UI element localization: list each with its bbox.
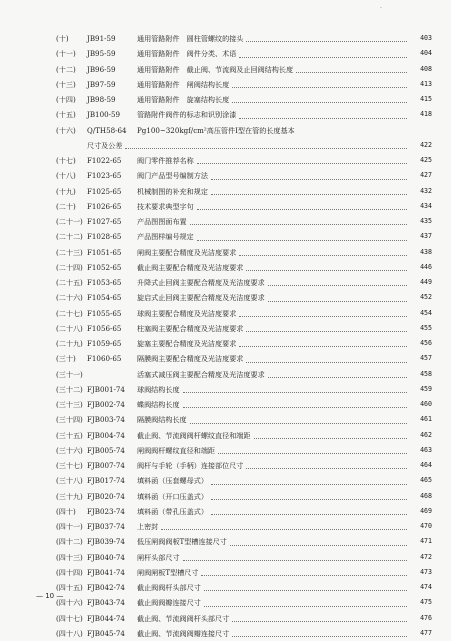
dot-leader [161, 514, 407, 530]
dot-leader [232, 621, 407, 637]
toc-entry-standard-code: F1056-65 [87, 323, 122, 333]
toc-entry-number: (三十八) [56, 476, 83, 486]
toc-entry-page-number: 471 [420, 537, 432, 546]
toc-entry-number: (二十八) [56, 323, 83, 333]
toc-entry-page-number: 449 [420, 278, 432, 286]
toc-entry-title: 通用管路附件 闸阀结构长度 [137, 79, 230, 89]
toc-entry-number: (四十二) [56, 537, 83, 547]
dot-leader [183, 392, 407, 408]
toc-entry-page-number: 475 [420, 598, 432, 607]
dot-leader [268, 270, 407, 286]
toc-entry-standard-code: FJB002-74 [87, 400, 125, 409]
toc-entry-standard-code: FJB004-74 [87, 430, 125, 440]
dot-leader [201, 560, 407, 576]
toc-entry-title: 管路附件阀件的标志和识别涂漆 [137, 110, 237, 120]
toc-entry-number: (十八) [56, 171, 76, 181]
toc-entry-page-number: 472 [420, 552, 432, 561]
toc-entry-title: 阀门零件推荐名称 [137, 156, 194, 165]
toc-entry-page-number: 425 [420, 156, 432, 164]
dot-leader [268, 285, 407, 301]
toc-entry-page-number: 460 [420, 400, 432, 408]
dot-leader [211, 179, 407, 195]
toc-entry-title: 产品图样编号规定 [137, 232, 194, 242]
toc-entry-page-number: 435 [420, 217, 432, 225]
toc-entry-page-number: 457 [420, 354, 432, 363]
toc-entry-standard-code: JB91-59 [87, 34, 116, 43]
toc-entry-title: 活塞式减压阀主要配合精度及光洁度要求 [137, 369, 265, 379]
dot-leader [239, 301, 407, 317]
toc-entry-standard-code: F1023-65 [87, 171, 122, 181]
toc-entry-page-number: 455 [420, 323, 432, 332]
toc-entry-page-number: 459 [420, 384, 432, 393]
toc-entry-number: (二十二) [56, 232, 83, 242]
toc-entry-standard-code: JB96-59 [87, 64, 116, 74]
toc-entry-title: 柱塞阀主要配合精度及光洁度要求 [137, 323, 244, 333]
toc-entry-standard-code: F1054-65 [87, 293, 122, 303]
dot-leader [218, 438, 407, 454]
toc-entry-number: (二十四) [56, 262, 83, 272]
toc-entry-number: (三十九) [56, 491, 83, 501]
toc-entry-number: (二十九) [56, 339, 83, 348]
dot-leader [268, 362, 407, 378]
toc-entry-title: 旋塞主要配合精度及光洁度要求 [137, 339, 237, 348]
toc-entry-page-number: 464 [420, 461, 432, 469]
dot-leader [197, 148, 407, 164]
dot-leader [197, 194, 407, 210]
dot-leader [232, 87, 407, 103]
dot-leader [211, 499, 407, 515]
toc-entry-title: 上密封 [137, 522, 159, 531]
toc-entry-page-number: 434 [420, 201, 432, 210]
toc-entry-number: (二十五) [56, 278, 83, 287]
toc-entry-number: (三十) [56, 354, 76, 364]
toc-entry-standard-code: JB100-59 [87, 110, 121, 120]
dot-leader [211, 468, 407, 484]
toc-entry-number: (三十六) [56, 445, 83, 455]
toc-entry-page-number: 437 [420, 232, 432, 241]
toc-entry-number: (十九) [56, 186, 76, 196]
toc-entry-title: 升降式止回阀主要配合精度及光洁度要求 [137, 278, 265, 287]
toc-entry-title: 技术要求典型字句 [137, 201, 194, 211]
toc-entry-number: (十六) [56, 125, 76, 135]
dot-leader [239, 102, 407, 118]
toc-entry-number: (十二) [56, 64, 76, 74]
toc-entry-number: (四十七) [56, 613, 83, 623]
dot-leader [232, 72, 407, 88]
toc-entry-page-number: 427 [420, 171, 432, 180]
dot-leader [239, 331, 407, 347]
toc-entry-standard-code: FJB045-74 [87, 628, 125, 638]
toc-entry-title: 隔膜阀结构长度 [137, 415, 187, 425]
toc-entry-standard-code: FJB041-74 [87, 567, 125, 577]
toc-entry-standard-code: FJB044-74 [87, 613, 125, 623]
toc-entry-page-number: 476 [420, 613, 432, 622]
toc-entry-number: (三十一) [56, 369, 83, 379]
toc-entry-standard-code: Q/TH58-64 [87, 125, 127, 135]
toc-entry-standard-code: F1053-65 [87, 278, 122, 287]
toc-entry-page-number: 474 [420, 583, 432, 591]
toc-entry-number: (十一) [56, 49, 76, 59]
toc-entry-title: 蝶阀结构长度 [137, 400, 180, 409]
toc-entry-number: (四十) [56, 506, 76, 516]
toc-entry-number: (十三) [56, 79, 76, 89]
toc-entry-title: 机械制图的补充和规定 [137, 186, 208, 196]
dot-leader [254, 423, 408, 439]
toc-entry-title: 闸阀主要配合精度及光洁度要求 [137, 247, 237, 257]
dot-leader [246, 453, 407, 469]
toc-entry[interactable] [56, 626, 432, 641]
toc-entry-standard-code: JB97-59 [87, 79, 116, 89]
toc-entry-title: 产品图图面布置 [137, 217, 187, 226]
toc-entry-standard-code: F1059-65 [87, 339, 122, 348]
toc-entry-standard-code: FJB043-74 [87, 598, 125, 608]
toc-entry-standard-code: F1051-65 [87, 247, 122, 257]
toc-entry-page-number: 404 [420, 49, 432, 58]
toc-entry-page-number: 454 [420, 308, 432, 317]
toc-entry-title: 截止阀阀瓣连接尺寸 [137, 598, 201, 608]
toc-entry-page-number: 418 [420, 110, 432, 119]
toc-entry-number: (十四) [56, 95, 76, 104]
dot-leader [197, 224, 407, 240]
toc-entry-title: 闸阀阀杆螺纹直径和端距 [137, 445, 216, 455]
dot-leader [204, 590, 407, 606]
toc-entry-standard-code: FJB001-74 [87, 384, 125, 394]
toc-entry-page-number: 465 [420, 476, 432, 485]
toc-entry-standard-code: FJB020-74 [87, 491, 125, 501]
toc-entry-standard-code: F1055-65 [87, 308, 122, 318]
toc-entry-number: (二十六) [56, 293, 83, 303]
dot-leader [239, 41, 407, 57]
toc-entry-standard-code: F1052-65 [87, 262, 122, 272]
toc-entry-page-number: 461 [420, 415, 432, 424]
toc-entry-title: 旋启式止回阀主要配合精度及光洁度要求 [137, 293, 265, 303]
toc-entry-page-number: 462 [420, 430, 432, 439]
toc-entry-title: 填料函（带孔压盖式） [137, 506, 208, 516]
toc-entry-page-number: 438 [420, 247, 432, 256]
toc-entry-number: (三十五) [56, 430, 83, 440]
toc-entry-title: 球阀结构长度 [137, 384, 180, 394]
toc-entry-title: 通用管路附件 旋塞结构长度 [137, 95, 230, 104]
toc-entry-standard-code: FJB040-74 [87, 552, 125, 562]
toc-entry-title: 通用管路附件 圆柱管螺纹的接头 [137, 34, 244, 43]
toc-entry-number: (四十五) [56, 583, 83, 592]
toc-entry-title: 尺寸及公差 [87, 140, 123, 150]
toc-entry-standard-code: F1025-65 [87, 186, 122, 196]
toc-entry-standard-code: FJB039-74 [87, 537, 125, 547]
toc-entry-number: (十七) [56, 156, 76, 165]
toc-entry-title: 截止阀、节流阀阀瓣连接尺寸 [137, 628, 230, 638]
dot-leader [246, 255, 407, 271]
toc-entry-number: (二十一) [56, 217, 83, 226]
toc-entry-title: 阀门产品型号编制方法 [137, 171, 208, 181]
toc-entry-number: (二十) [56, 201, 76, 211]
toc-entry-number: (四十一) [56, 522, 83, 531]
toc-entry-title: 闸杆头部尺寸 [137, 552, 180, 562]
toc-entry-standard-code: FJB023-74 [87, 506, 125, 516]
toc-entry-title: 截止阀、节流阀阀杆螺纹直径和端距 [137, 430, 251, 440]
toc-entry-standard-code: F1026-65 [87, 201, 122, 211]
dot-leader [246, 26, 407, 42]
toc-entry-title: 通用管路附件 截止阀、节流阀及止回阀结构长度 [137, 64, 294, 74]
toc-entry-page-number: 432 [420, 186, 432, 195]
toc-entry-standard-code: FJB007-74 [87, 461, 125, 470]
toc-entry-title: 截止阀主要配合精度及光洁度要求 [137, 262, 244, 272]
toc-entry-number: (十五) [56, 110, 76, 120]
toc-entry-title: 填料函（开口压盖式） [137, 491, 208, 501]
toc-entry-number: (二十七) [56, 308, 83, 318]
page-number-footer: — 10 — [36, 592, 64, 600]
toc-entry-standard-code: F1022-65 [87, 156, 122, 165]
toc-entry-page-number: 458 [420, 369, 432, 378]
toc-entry-title: 通用管路附件 阀件分类、术语 [137, 49, 237, 59]
toc-entry-page-number: 422 [420, 140, 432, 149]
dot-leader [204, 575, 407, 591]
toc-entry-number: (三十二) [56, 384, 83, 394]
toc-entry-page-number: 446 [420, 262, 432, 271]
toc-entry-title: 闸阀闸板T型槽尺寸 [137, 567, 199, 577]
dot-leader [211, 484, 407, 500]
dot-leader [190, 209, 407, 225]
toc-entry-number: (三十四) [56, 415, 83, 425]
toc-entry-standard-code: FJB005-74 [87, 445, 125, 455]
toc-entry-number: (二十三) [56, 247, 83, 257]
toc-entry-number: (四十四) [56, 567, 83, 577]
toc-entry-page-number: 470 [420, 522, 432, 530]
dot-leader [230, 529, 407, 545]
toc-entry-title: Pg100~320kgf/cm²高压管件I型在管的长度基本 [137, 125, 295, 135]
toc-entry-number: (四十三) [56, 552, 83, 562]
toc-entry-page-number: 456 [420, 339, 432, 347]
corner-mark: · [380, 5, 382, 12]
dot-leader [246, 316, 407, 332]
dot-leader [125, 133, 407, 149]
toc-entry-standard-code: F1060-65 [87, 354, 122, 364]
toc-entry-number: (四十八) [56, 628, 83, 638]
dot-leader [211, 163, 407, 179]
toc-entry-standard-code: FJB037-74 [87, 522, 125, 531]
toc-entry-standard-code: F1027-65 [87, 217, 122, 226]
dot-leader [296, 57, 407, 73]
toc-entry-title: 球阀主要配合精度及光洁度要求 [137, 308, 237, 318]
toc-entry-standard-code: FJB042-74 [87, 583, 125, 592]
toc-entry-standard-code: FJB003-74 [87, 415, 125, 425]
toc-entry-page-number: 413 [420, 79, 432, 88]
dot-leader [190, 407, 407, 423]
toc-entry-number: (十) [56, 34, 69, 43]
toc-entry-title: 低压闸阀阀板T型槽连接尺寸 [137, 537, 227, 547]
toc-entry-page-number: 452 [420, 293, 432, 302]
toc-entry-standard-code: FJB017-74 [87, 476, 125, 486]
toc-entry-standard-code: JB95-59 [87, 49, 116, 59]
toc-entry[interactable] [56, 107, 432, 122]
toc-entry-title: 截止阀阀杆头部尺寸 [137, 583, 201, 592]
toc-entry-number: (四十六) [56, 598, 83, 608]
dot-leader [183, 377, 407, 393]
toc-entry-standard-code: F1028-65 [87, 232, 122, 242]
toc-entry-number: (三十七) [56, 461, 83, 470]
toc-entry-page-number: 469 [420, 506, 432, 515]
toc-entry-page-number: 415 [420, 95, 432, 103]
toc-entry-page-number: 473 [420, 567, 432, 576]
toc-entry-standard-code: JB98-59 [87, 95, 116, 104]
toc-entry-title: 阀杆与手轮（手柄）连接部位尺寸 [137, 461, 244, 470]
toc-entry-page-number: 477 [420, 628, 432, 637]
toc-entry-page-number: 468 [420, 491, 432, 500]
toc-entry-title: 隔膜阀主要配合精度及光洁度要求 [137, 354, 244, 364]
dot-leader [246, 346, 407, 362]
toc-entry-page-number: 463 [420, 445, 432, 454]
dot-leader [183, 545, 407, 561]
toc-entry-title: 填料函（压套螺母式） [137, 476, 208, 486]
toc-entry-page-number: 408 [420, 64, 432, 73]
toc-entry-title: 截止阀、节流阀阀杆头部尺寸 [137, 613, 230, 623]
dot-leader [239, 240, 407, 256]
table-of-contents [56, 31, 432, 641]
toc-entry-number: (三十三) [56, 400, 83, 409]
toc-entry-page-number: 403 [420, 34, 432, 42]
